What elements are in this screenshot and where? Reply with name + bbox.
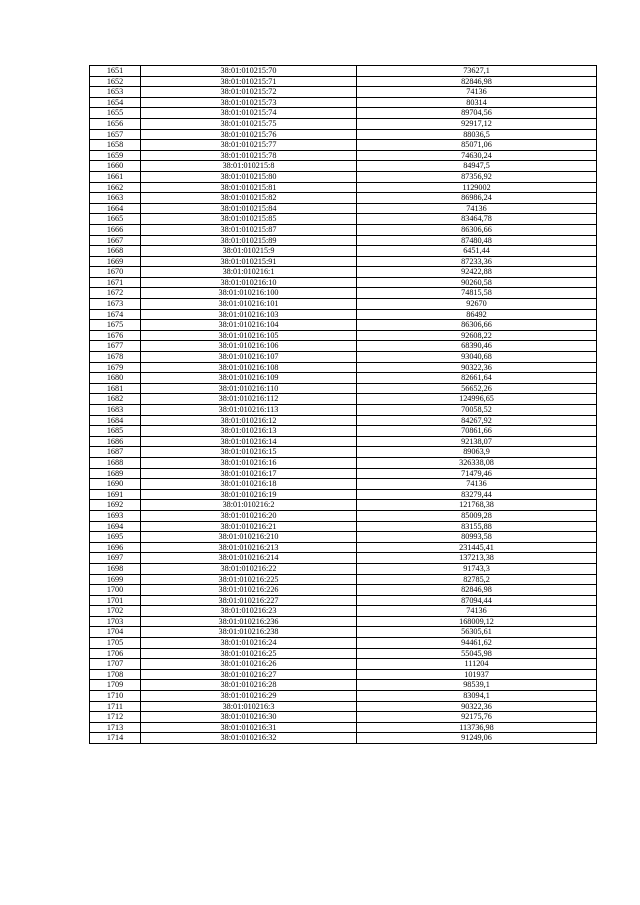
table-row xyxy=(90,606,597,617)
table-row xyxy=(90,595,597,606)
value-cell: 83155,88 xyxy=(357,521,597,532)
value-cell: 73627,1 xyxy=(357,66,597,77)
value-cell: 85071,06 xyxy=(357,140,597,151)
table-row xyxy=(90,542,597,553)
cadastral-number-cell: 38:01:010216:109 xyxy=(141,373,357,384)
value-cell: 87480,48 xyxy=(357,235,597,246)
table-row xyxy=(90,76,597,87)
value-cell: 55045,98 xyxy=(357,648,597,659)
table-row xyxy=(90,214,597,225)
row-number-cell: 1653 xyxy=(90,87,141,98)
row-number-cell: 1692 xyxy=(90,500,141,511)
cadastral-number-cell: 38:01:010215:9 xyxy=(141,246,357,257)
row-number-cell: 1688 xyxy=(90,457,141,468)
table-row xyxy=(90,108,597,119)
cadastral-number-cell: 38:01:010216:2 xyxy=(141,500,357,511)
table-row xyxy=(90,118,597,129)
value-cell: 90260,58 xyxy=(357,277,597,288)
cadastral-number-cell: 38:01:010216:1 xyxy=(141,267,357,278)
table-row xyxy=(90,701,597,712)
row-number-cell: 1677 xyxy=(90,341,141,352)
cadastral-number-cell: 38:01:010216:210 xyxy=(141,532,357,543)
row-number-cell: 1652 xyxy=(90,76,141,87)
value-cell: 82785,2 xyxy=(357,574,597,585)
value-cell: 87356,92 xyxy=(357,171,597,182)
row-number-cell: 1679 xyxy=(90,362,141,373)
row-number-cell: 1682 xyxy=(90,394,141,405)
cadastral-number-cell: 38:01:010216:106 xyxy=(141,341,357,352)
row-number-cell: 1672 xyxy=(90,288,141,299)
table-row xyxy=(90,457,597,468)
value-cell: 82846,98 xyxy=(357,76,597,87)
table-row xyxy=(90,733,597,744)
row-number-cell: 1670 xyxy=(90,267,141,278)
row-number-cell: 1712 xyxy=(90,712,141,723)
row-number-cell: 1699 xyxy=(90,574,141,585)
table-row xyxy=(90,691,597,702)
row-number-cell: 1686 xyxy=(90,436,141,447)
value-cell: 82846,98 xyxy=(357,585,597,596)
cadastral-number-cell: 38:01:010216:22 xyxy=(141,563,357,574)
table-row xyxy=(90,627,597,638)
cadastral-number-cell: 38:01:010216:103 xyxy=(141,309,357,320)
table-row xyxy=(90,87,597,98)
table-row xyxy=(90,129,597,140)
value-cell: 85009,28 xyxy=(357,510,597,521)
cadastral-number-cell: 38:01:010216:236 xyxy=(141,616,357,627)
table-row xyxy=(90,341,597,352)
value-cell: 70058,52 xyxy=(357,405,597,416)
value-cell: 56305,61 xyxy=(357,627,597,638)
cadastral-number-cell: 38:01:010215:82 xyxy=(141,193,357,204)
row-number-cell: 1673 xyxy=(90,299,141,310)
table-row xyxy=(90,161,597,172)
cadastral-number-cell: 38:01:010216:32 xyxy=(141,733,357,744)
value-cell: 71479,46 xyxy=(357,468,597,479)
cadastral-number-cell: 38:01:010215:73 xyxy=(141,97,357,108)
row-number-cell: 1710 xyxy=(90,691,141,702)
cadastral-number-cell: 38:01:010216:105 xyxy=(141,330,357,341)
cadastral-number-cell: 38:01:010216:108 xyxy=(141,362,357,373)
row-number-cell: 1704 xyxy=(90,627,141,638)
value-cell: 74136 xyxy=(357,87,597,98)
row-number-cell: 1680 xyxy=(90,373,141,384)
table-row xyxy=(90,299,597,310)
row-number-cell: 1676 xyxy=(90,330,141,341)
value-cell: 98539,1 xyxy=(357,680,597,691)
cadastral-number-cell: 38:01:010216:16 xyxy=(141,457,357,468)
value-cell: 82661,64 xyxy=(357,373,597,384)
value-cell: 84947,5 xyxy=(357,161,597,172)
value-cell: 80314 xyxy=(357,97,597,108)
value-cell: 111204 xyxy=(357,659,597,670)
value-cell: 83279,44 xyxy=(357,489,597,500)
row-number-cell: 1666 xyxy=(90,224,141,235)
row-number-cell: 1709 xyxy=(90,680,141,691)
value-cell: 74136 xyxy=(357,606,597,617)
row-number-cell: 1678 xyxy=(90,352,141,363)
value-cell: 113736,98 xyxy=(357,722,597,733)
cadastral-number-cell: 38:01:010216:110 xyxy=(141,383,357,394)
value-cell: 68390,46 xyxy=(357,341,597,352)
table-row xyxy=(90,383,597,394)
table-row xyxy=(90,532,597,543)
table-row xyxy=(90,648,597,659)
table-row xyxy=(90,171,597,182)
table-row xyxy=(90,277,597,288)
table-row xyxy=(90,436,597,447)
table-row xyxy=(90,426,597,437)
row-number-cell: 1674 xyxy=(90,309,141,320)
row-number-cell: 1663 xyxy=(90,193,141,204)
value-cell: 124996,65 xyxy=(357,394,597,405)
cadastral-number-cell: 38:01:010216:27 xyxy=(141,669,357,680)
cadastral-number-cell: 38:01:010216:107 xyxy=(141,352,357,363)
value-cell: 91249,06 xyxy=(357,733,597,744)
table-row xyxy=(90,553,597,564)
value-cell: 92917,12 xyxy=(357,118,597,129)
table-row xyxy=(90,182,597,193)
value-cell: 56652,26 xyxy=(357,383,597,394)
table-row xyxy=(90,712,597,723)
row-number-cell: 1675 xyxy=(90,320,141,331)
table-row xyxy=(90,521,597,532)
row-number-cell: 1698 xyxy=(90,563,141,574)
cadastral-number-cell: 38:01:010215:78 xyxy=(141,150,357,161)
cadastral-number-cell: 38:01:010216:19 xyxy=(141,489,357,500)
table-row xyxy=(90,150,597,161)
cadastral-number-cell: 38:01:010216:104 xyxy=(141,320,357,331)
cadastral-number-cell: 38:01:010215:91 xyxy=(141,256,357,267)
value-cell: 90322,36 xyxy=(357,362,597,373)
row-number-cell: 1662 xyxy=(90,182,141,193)
table-row xyxy=(90,585,597,596)
table-row xyxy=(90,256,597,267)
row-number-cell: 1664 xyxy=(90,203,141,214)
value-cell: 74136 xyxy=(357,203,597,214)
value-cell: 92138,07 xyxy=(357,436,597,447)
cadastral-number-cell: 38:01:010216:13 xyxy=(141,426,357,437)
row-number-cell: 1661 xyxy=(90,171,141,182)
table-row xyxy=(90,66,597,77)
value-cell: 137213,38 xyxy=(357,553,597,564)
value-cell: 1129002 xyxy=(357,182,597,193)
row-number-cell: 1681 xyxy=(90,383,141,394)
table-row xyxy=(90,224,597,235)
table-row xyxy=(90,616,597,627)
value-cell: 74630,24 xyxy=(357,150,597,161)
row-number-cell: 1713 xyxy=(90,722,141,733)
cadastral-number-cell: 38:01:010215:75 xyxy=(141,118,357,129)
value-cell: 101937 xyxy=(357,669,597,680)
table-row xyxy=(90,309,597,320)
table-row xyxy=(90,638,597,649)
cadastral-number-cell: 38:01:010216:101 xyxy=(141,299,357,310)
value-cell: 93040,68 xyxy=(357,352,597,363)
row-number-cell: 1658 xyxy=(90,140,141,151)
cadastral-number-cell: 38:01:010216:10 xyxy=(141,277,357,288)
table-row xyxy=(90,97,597,108)
table-row xyxy=(90,500,597,511)
cadastral-number-cell: 38:01:010216:112 xyxy=(141,394,357,405)
value-cell: 86306,66 xyxy=(357,320,597,331)
value-cell: 88036,5 xyxy=(357,129,597,140)
cadastral-number-cell: 38:01:010216:23 xyxy=(141,606,357,617)
row-number-cell: 1656 xyxy=(90,118,141,129)
row-number-cell: 1701 xyxy=(90,595,141,606)
cadastral-number-cell: 38:01:010216:24 xyxy=(141,638,357,649)
table-row xyxy=(90,193,597,204)
table-row xyxy=(90,405,597,416)
value-cell: 70861,66 xyxy=(357,426,597,437)
table-row xyxy=(90,235,597,246)
value-cell: 231445,41 xyxy=(357,542,597,553)
cadastral-number-cell: 38:01:010216:14 xyxy=(141,436,357,447)
cadastral-number-cell: 38:01:010216:20 xyxy=(141,510,357,521)
cadastral-number-cell: 38:01:010215:72 xyxy=(141,87,357,98)
row-number-cell: 1684 xyxy=(90,415,141,426)
table-row xyxy=(90,680,597,691)
table-row xyxy=(90,447,597,458)
row-number-cell: 1703 xyxy=(90,616,141,627)
table-row xyxy=(90,394,597,405)
row-number-cell: 1671 xyxy=(90,277,141,288)
value-cell: 89063,9 xyxy=(357,447,597,458)
table-row xyxy=(90,203,597,214)
value-cell: 86306,66 xyxy=(357,224,597,235)
value-cell: 91743,3 xyxy=(357,563,597,574)
value-cell: 86492 xyxy=(357,309,597,320)
row-number-cell: 1695 xyxy=(90,532,141,543)
table-row xyxy=(90,246,597,257)
cadastral-number-cell: 38:01:010215:8 xyxy=(141,161,357,172)
row-number-cell: 1669 xyxy=(90,256,141,267)
cadastral-number-cell: 38:01:010216:25 xyxy=(141,648,357,659)
cadastral-number-cell: 38:01:010216:26 xyxy=(141,659,357,670)
row-number-cell: 1685 xyxy=(90,426,141,437)
row-number-cell: 1700 xyxy=(90,585,141,596)
cadastral-number-cell: 38:01:010215:74 xyxy=(141,108,357,119)
row-number-cell: 1691 xyxy=(90,489,141,500)
table-row xyxy=(90,659,597,670)
value-cell: 86986,24 xyxy=(357,193,597,204)
row-number-cell: 1683 xyxy=(90,405,141,416)
cadastral-number-cell: 38:01:010215:81 xyxy=(141,182,357,193)
value-cell: 87233,36 xyxy=(357,256,597,267)
cadastral-number-cell: 38:01:010216:225 xyxy=(141,574,357,585)
table-row xyxy=(90,288,597,299)
value-cell: 168009,12 xyxy=(357,616,597,627)
row-number-cell: 1707 xyxy=(90,659,141,670)
row-number-cell: 1702 xyxy=(90,606,141,617)
row-number-cell: 1651 xyxy=(90,66,141,77)
cadastral-number-cell: 38:01:010215:84 xyxy=(141,203,357,214)
cadastral-number-cell: 38:01:010216:15 xyxy=(141,447,357,458)
cadastral-number-cell: 38:01:010215:76 xyxy=(141,129,357,140)
cadastral-number-cell: 38:01:010216:28 xyxy=(141,680,357,691)
table-body xyxy=(90,66,597,744)
cadastral-number-cell: 38:01:010215:87 xyxy=(141,224,357,235)
cadastral-value-table xyxy=(89,65,597,744)
cadastral-number-cell: 38:01:010216:21 xyxy=(141,521,357,532)
cadastral-number-cell: 38:01:010216:17 xyxy=(141,468,357,479)
value-cell: 90322,36 xyxy=(357,701,597,712)
table-row xyxy=(90,140,597,151)
cadastral-number-cell: 38:01:010216:12 xyxy=(141,415,357,426)
table-row xyxy=(90,510,597,521)
row-number-cell: 1690 xyxy=(90,479,141,490)
table-row xyxy=(90,320,597,331)
row-number-cell: 1706 xyxy=(90,648,141,659)
cadastral-number-cell: 38:01:010216:113 xyxy=(141,405,357,416)
row-number-cell: 1665 xyxy=(90,214,141,225)
row-number-cell: 1708 xyxy=(90,669,141,680)
row-number-cell: 1655 xyxy=(90,108,141,119)
cadastral-number-cell: 38:01:010216:238 xyxy=(141,627,357,638)
value-cell: 74815,58 xyxy=(357,288,597,299)
table-row xyxy=(90,267,597,278)
value-cell: 92670 xyxy=(357,299,597,310)
cadastral-number-cell: 38:01:010216:100 xyxy=(141,288,357,299)
row-number-cell: 1693 xyxy=(90,510,141,521)
cadastral-number-cell: 38:01:010216:214 xyxy=(141,553,357,564)
row-number-cell: 1689 xyxy=(90,468,141,479)
row-number-cell: 1697 xyxy=(90,553,141,564)
cadastral-number-cell: 38:01:010216:213 xyxy=(141,542,357,553)
value-cell: 89704,56 xyxy=(357,108,597,119)
row-number-cell: 1654 xyxy=(90,97,141,108)
value-cell: 80993,58 xyxy=(357,532,597,543)
table-row xyxy=(90,722,597,733)
row-number-cell: 1659 xyxy=(90,150,141,161)
row-number-cell: 1696 xyxy=(90,542,141,553)
cadastral-number-cell: 38:01:010216:3 xyxy=(141,701,357,712)
cadastral-number-cell: 38:01:010215:85 xyxy=(141,214,357,225)
cadastral-number-cell: 38:01:010216:227 xyxy=(141,595,357,606)
value-cell: 94461,62 xyxy=(357,638,597,649)
value-cell: 6451,44 xyxy=(357,246,597,257)
cadastral-number-cell: 38:01:010215:71 xyxy=(141,76,357,87)
cadastral-number-cell: 38:01:010215:77 xyxy=(141,140,357,151)
cadastral-number-cell: 38:01:010215:80 xyxy=(141,171,357,182)
row-number-cell: 1668 xyxy=(90,246,141,257)
row-number-cell: 1667 xyxy=(90,235,141,246)
value-cell: 92175,76 xyxy=(357,712,597,723)
table-row xyxy=(90,563,597,574)
value-cell: 87094,44 xyxy=(357,595,597,606)
value-cell: 92422,88 xyxy=(357,267,597,278)
row-number-cell: 1694 xyxy=(90,521,141,532)
value-cell: 74136 xyxy=(357,479,597,490)
value-cell: 326338,08 xyxy=(357,457,597,468)
value-cell: 83094,1 xyxy=(357,691,597,702)
value-cell: 84267,92 xyxy=(357,415,597,426)
cadastral-number-cell: 38:01:010216:30 xyxy=(141,712,357,723)
cadastral-number-cell: 38:01:010216:226 xyxy=(141,585,357,596)
row-number-cell: 1687 xyxy=(90,447,141,458)
row-number-cell: 1711 xyxy=(90,701,141,712)
cadastral-number-cell: 38:01:010216:18 xyxy=(141,479,357,490)
table-row xyxy=(90,362,597,373)
table-row xyxy=(90,479,597,490)
row-number-cell: 1705 xyxy=(90,638,141,649)
cadastral-number-cell: 38:01:010216:29 xyxy=(141,691,357,702)
cadastral-number-cell: 38:01:010215:89 xyxy=(141,235,357,246)
row-number-cell: 1660 xyxy=(90,161,141,172)
value-cell: 121768,38 xyxy=(357,500,597,511)
cadastral-number-cell: 38:01:010216:31 xyxy=(141,722,357,733)
row-number-cell: 1657 xyxy=(90,129,141,140)
table-row xyxy=(90,330,597,341)
table-row xyxy=(90,574,597,585)
value-cell: 92608,22 xyxy=(357,330,597,341)
table-row xyxy=(90,415,597,426)
table-row xyxy=(90,669,597,680)
table-row xyxy=(90,373,597,384)
row-number-cell: 1714 xyxy=(90,733,141,744)
table-row xyxy=(90,468,597,479)
cadastral-number-cell: 38:01:010215:70 xyxy=(141,66,357,77)
table-row xyxy=(90,352,597,363)
table-row xyxy=(90,489,597,500)
value-cell: 83464,78 xyxy=(357,214,597,225)
